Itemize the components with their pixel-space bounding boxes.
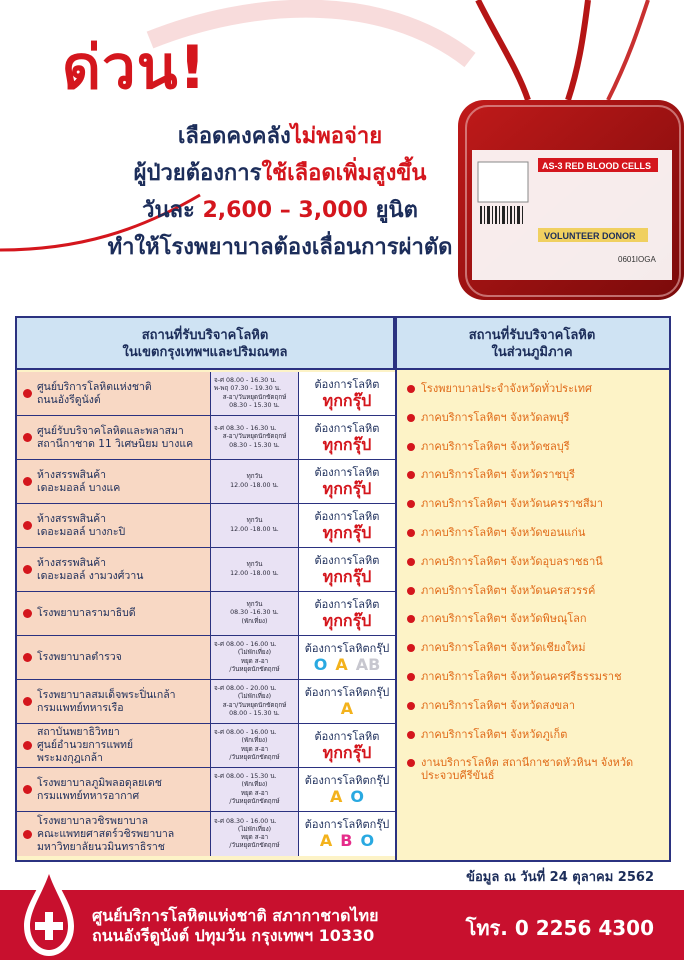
location-row bbox=[17, 504, 395, 548]
bullet-dot-icon bbox=[407, 702, 415, 710]
hours-line: (พักเที่ยง) bbox=[241, 617, 268, 625]
bullet-dot-icon bbox=[407, 443, 415, 451]
blood-need-cell bbox=[299, 812, 395, 856]
hours-line: หยุด ส-อา bbox=[240, 834, 269, 841]
location-name-line: ห้างสรรพสินค้า bbox=[37, 468, 107, 481]
left-column-header: สถานที่รับบริจาคโลหิต ในเขตกรุงเทพฯและปริมณฑล bbox=[17, 318, 395, 370]
hours-line: 12.00 -18.00 น. bbox=[230, 525, 279, 533]
hours-line: ทุกวัน bbox=[246, 473, 263, 481]
location-name-cell bbox=[17, 636, 211, 679]
hours-line: ส-อา/วันหยุดนักขัตฤกษ์ bbox=[222, 433, 287, 441]
all-groups-label: ทุกกรุ๊ป bbox=[322, 434, 372, 454]
regional-location-item bbox=[403, 612, 669, 625]
hours-line: จ-ศ 08.30 - 16.00 น. bbox=[214, 817, 277, 825]
need-label: ต้องการโลหิต bbox=[314, 729, 380, 743]
regional-location-item bbox=[403, 641, 669, 654]
bullet-dot-icon bbox=[407, 644, 415, 652]
bullet-dot-icon bbox=[23, 609, 32, 618]
opening-hours-cell bbox=[211, 548, 299, 591]
regional-location-item bbox=[403, 411, 669, 424]
regional-location-label: ภาคบริการโลหิตฯ จังหวัดลพบุรี bbox=[421, 410, 570, 424]
need-label: ต้องการโลหิตกรุ๊ป bbox=[304, 818, 390, 831]
blood-need-cell bbox=[299, 592, 395, 635]
hours-line: จ-ศ 08.00 - 15.30 น. bbox=[214, 773, 277, 781]
location-row bbox=[17, 416, 395, 460]
bullet-dot-icon bbox=[23, 741, 32, 750]
hours-line: 08.30 -16.30 น. bbox=[230, 609, 279, 617]
hours-line: จ-ศ 08.00 - 16.30 น. bbox=[214, 377, 277, 385]
blood-need-cell bbox=[299, 416, 395, 459]
bullet-dot-icon bbox=[407, 500, 415, 508]
location-row bbox=[17, 636, 395, 680]
location-name-line: ห้างสรรพสินค้า bbox=[37, 512, 107, 525]
need-label: ต้องการโลหิต bbox=[314, 377, 380, 391]
opening-hours-cell bbox=[211, 460, 299, 503]
organization-name: ศูนย์บริการโลหิตแห่งชาติ สภากาชาดไทย ถนนอังรีดูนังต์ ปทุมวัน กรุงเทพฯ 10330 bbox=[92, 906, 379, 945]
location-name-line: กรมแพทย์ทหารอากาศ bbox=[37, 789, 140, 802]
regional-location-label: โรงพยาบาลประจำจังหวัดทั่วประเทศ bbox=[421, 382, 592, 395]
hours-line: หยุด ส-อา bbox=[240, 745, 269, 753]
all-groups-label: ทุกกรุ๊ป bbox=[322, 390, 372, 410]
bullet-dot-icon bbox=[23, 433, 32, 442]
regional-location-label: ภาคบริการโลหิตฯ จังหวัดนครศรีธรรมราช bbox=[421, 669, 622, 683]
location-name-line: เดอะมอลล์ งามวงศ์วาน bbox=[37, 569, 144, 582]
need-label: ต้องการโลหิต bbox=[314, 553, 380, 567]
bullet-dot-icon bbox=[23, 521, 32, 530]
bullet-dot-icon bbox=[407, 673, 415, 681]
hours-line: จ-ศ 08.00 - 16.00 น. bbox=[214, 729, 277, 737]
bullet-dot-icon bbox=[23, 697, 32, 706]
location-name-cell bbox=[17, 768, 211, 811]
headline-line-3: วันละ 2,600 – 3,000 ยูนิต bbox=[142, 198, 418, 223]
location-row bbox=[17, 372, 395, 416]
all-groups-label: ทุกกรุ๊ป bbox=[322, 742, 372, 762]
hours-line: จ-ศ 08.00 - 16.00 น. bbox=[214, 641, 277, 649]
opening-hours-cell bbox=[211, 592, 299, 635]
blood-need-cell bbox=[299, 548, 395, 591]
opening-hours-cell bbox=[211, 372, 299, 415]
bullet-dot-icon bbox=[407, 529, 415, 537]
blood-groups bbox=[341, 699, 353, 718]
regional-location-item bbox=[403, 728, 669, 741]
location-name-cell bbox=[17, 460, 211, 503]
blood-need-cell bbox=[299, 724, 395, 767]
all-groups-label: ทุกกรุ๊ป bbox=[322, 478, 372, 498]
right-column-header: สถานที่รับบริจาคโลหิต ในส่วนภูมิภาค bbox=[395, 318, 669, 370]
bullet-dot-icon bbox=[23, 477, 32, 486]
headline-line-4: ทำให้โรงพยาบาลต้องเลื่อนการผ่าตัด bbox=[107, 235, 453, 260]
blood-groups bbox=[320, 831, 374, 850]
opening-hours-cell bbox=[211, 636, 299, 679]
location-row bbox=[17, 768, 395, 812]
opening-hours-cell bbox=[211, 680, 299, 723]
all-groups-label: ทุกกรุ๊ป bbox=[322, 522, 372, 542]
hours-line: (ไม่พักเที่ยง) bbox=[237, 649, 272, 657]
hours-line: จ-ศ 08.00 - 20.00 น. bbox=[214, 685, 277, 693]
svg-text:VOLUNTEER DONOR: VOLUNTEER DONOR bbox=[544, 231, 636, 241]
all-groups-label: ทุกกรุ๊ป bbox=[322, 566, 372, 586]
blood-group-b: B bbox=[340, 831, 353, 850]
blood-need-cell bbox=[299, 504, 395, 547]
headline-line-1: เลือดคงคลังไม่พอจ่าย bbox=[177, 124, 383, 149]
blood-need-cell bbox=[299, 460, 395, 503]
location-row bbox=[17, 460, 395, 504]
regional-location-label: ภาคบริการโลหิตฯ จังหวัดชลบุรี bbox=[421, 439, 570, 453]
regional-location-item bbox=[403, 382, 669, 395]
blood-group-a: A bbox=[319, 831, 333, 850]
regional-location-item bbox=[403, 440, 669, 453]
bullet-dot-icon bbox=[407, 414, 415, 422]
hours-line: 12.00 -18.00 น. bbox=[230, 569, 279, 577]
bullet-dot-icon bbox=[23, 830, 32, 839]
bullet-dot-icon bbox=[407, 558, 415, 566]
location-name-cell bbox=[17, 372, 211, 415]
blood-group-o: O bbox=[350, 786, 364, 806]
location-name-cell bbox=[17, 680, 211, 723]
regional-location-item bbox=[403, 584, 669, 597]
regional-location-item bbox=[403, 756, 669, 782]
location-name-line: ห้างสรรพสินค้า bbox=[37, 556, 107, 569]
hours-line: (ไม่พักเที่ยง) bbox=[237, 825, 272, 833]
blood-need-cell bbox=[299, 680, 395, 723]
hours-line: ทุกวัน bbox=[246, 517, 263, 525]
all-groups-label: ทุกกรุ๊ป bbox=[322, 610, 372, 630]
location-name-line: ศูนย์รับบริจาคโลหิตและพลาสมา bbox=[37, 424, 184, 437]
hours-line: (พักเที่ยง) bbox=[241, 737, 268, 745]
bullet-dot-icon bbox=[407, 731, 415, 739]
bullet-dot-icon bbox=[407, 759, 415, 767]
regional-location-item bbox=[403, 497, 669, 510]
location-name-cell bbox=[17, 548, 211, 591]
headline-line-2: ผู้ป่วยต้องการใช้เลือดเพิ่มสูงขึ้น bbox=[133, 161, 427, 186]
blood-drop-logo-icon bbox=[20, 860, 78, 960]
hours-line: พ-พฤ 07.30 - 19.30 น. bbox=[214, 385, 282, 393]
donation-table bbox=[15, 316, 671, 862]
hours-line: /วันหยุดนักขัตฤกษ์ bbox=[229, 842, 280, 850]
bullet-dot-icon bbox=[23, 653, 32, 662]
hours-line: 08.30 - 15.30 น. bbox=[229, 401, 280, 409]
blood-need-cell bbox=[299, 768, 395, 811]
blood-bag-image bbox=[438, 0, 684, 320]
blood-group-ab: AB bbox=[355, 654, 381, 674]
blood-group-o: O bbox=[360, 831, 375, 850]
regional-location-item bbox=[403, 555, 669, 568]
need-label: ต้องการโลหิตกรุ๊ป bbox=[304, 773, 390, 787]
location-name-line: ถนนอังรีดูนังต์ bbox=[37, 393, 101, 406]
bullet-dot-icon bbox=[23, 389, 32, 398]
hours-line: (ไม่พักเที่ยง) bbox=[237, 693, 272, 701]
regional-location-label: ภาคบริการโลหิตฯ จังหวัดสงขลา bbox=[421, 698, 576, 712]
column-divider bbox=[395, 318, 397, 860]
location-name-line: คณะแพทยศาสตร์วชิรพยาบาล bbox=[37, 827, 175, 840]
regional-location-label: ภาคบริการโลหิตฯ จังหวัดพิษณุโลก bbox=[421, 612, 587, 626]
location-name-line: เดอะมอลล์ บางแค bbox=[37, 481, 121, 494]
hours-line: หยุด ส-อา bbox=[240, 657, 269, 665]
bullet-dot-icon bbox=[407, 471, 415, 479]
hours-line: /วันหยุดนักขัตฤกษ์ bbox=[229, 797, 280, 805]
bangkok-locations bbox=[17, 372, 395, 856]
regional-location-label: ภาคบริการโลหิตฯ จังหวัดนครสวรรค์ bbox=[421, 583, 596, 597]
opening-hours-cell bbox=[211, 768, 299, 811]
footer-bar bbox=[0, 890, 684, 960]
regional-location-item bbox=[403, 526, 669, 539]
hours-line: ทุกวัน bbox=[246, 601, 263, 609]
bullet-dot-icon bbox=[407, 385, 415, 393]
bullet-dot-icon bbox=[23, 785, 32, 794]
urgent-title: ด่วน! bbox=[62, 33, 208, 103]
location-name-cell bbox=[17, 504, 211, 547]
regional-location-item bbox=[403, 699, 669, 712]
hours-line: 12.00 -18.00 น. bbox=[230, 481, 279, 489]
hours-line: จ-ศ 08.30 - 16.30 น. bbox=[214, 425, 277, 433]
location-name-line: กรมแพทย์ทหารเรือ bbox=[37, 701, 124, 714]
hours-line: /วันหยุดนักขัตฤกษ์ bbox=[229, 665, 280, 673]
need-label: ต้องการโลหิต bbox=[314, 509, 380, 523]
regional-location-label: ภาคบริการโลหิตฯ จังหวัดนครราชสีมา bbox=[421, 497, 604, 511]
location-row bbox=[17, 724, 395, 768]
bullet-dot-icon bbox=[23, 565, 32, 574]
need-label: ต้องการโลหิตกรุ๊ป bbox=[304, 685, 390, 699]
blood-group-a: A bbox=[340, 698, 354, 718]
regional-location-item bbox=[403, 468, 669, 481]
opening-hours-cell bbox=[211, 812, 299, 856]
hours-line: /วันหยุดนักขัตฤกษ์ bbox=[229, 753, 280, 761]
hours-line: 08.00 - 15.30 น. bbox=[229, 709, 280, 717]
location-name-line: มหาวิทยาลัยนวมินทราธิราช bbox=[37, 840, 165, 853]
data-as-of-date: ข้อมูล ณ วันที่ 24 ตุลาคม 2562 bbox=[466, 870, 654, 885]
regional-location-label: งานบริการโลหิต สถานีกาชาดหัวหินฯ จังหวัดประจวบคีรีขันธ์ bbox=[421, 756, 634, 783]
location-name-cell bbox=[17, 812, 211, 856]
hours-line: ส-อา/วันหยุดนักขัตฤกษ์ bbox=[222, 701, 287, 709]
hours-line: หยุด ส-อา bbox=[240, 789, 269, 797]
location-name-line: โรงพยาบาลสมเด็จพระปิ่นเกล้า bbox=[37, 688, 176, 701]
hours-line: ทุกวัน bbox=[246, 561, 263, 569]
location-name-line: พระมงกุฎเกล้า bbox=[37, 752, 103, 764]
location-row bbox=[17, 548, 395, 592]
need-label: ต้องการโลหิต bbox=[314, 597, 380, 611]
headline-block bbox=[80, 118, 480, 266]
location-name-line: โรงพยาบาลรามาธิบดี bbox=[37, 607, 136, 619]
location-name-cell bbox=[17, 416, 211, 459]
phone-number: โทร. 0 2256 4300 bbox=[465, 916, 654, 940]
bullet-dot-icon bbox=[407, 615, 415, 623]
opening-hours-cell bbox=[211, 504, 299, 547]
location-name-cell bbox=[17, 724, 211, 767]
blood-group-a: A bbox=[335, 654, 348, 674]
regional-locations bbox=[403, 382, 669, 798]
location-name-line: ศูนย์อำนวยการแพทย์ bbox=[37, 739, 134, 751]
regional-location-label: ภาคบริการโลหิตฯ จังหวัดราชบุรี bbox=[421, 468, 575, 482]
opening-hours-cell bbox=[211, 724, 299, 767]
need-label: ต้องการโลหิตกรุ๊ป bbox=[304, 641, 390, 655]
location-name-cell bbox=[17, 592, 211, 635]
blood-group-a: A bbox=[330, 786, 343, 806]
blood-groups bbox=[330, 787, 364, 806]
blood-groups bbox=[314, 655, 381, 674]
blood-need-cell bbox=[299, 372, 395, 415]
location-name-line: เดอะมอลล์ บางกะปิ bbox=[37, 525, 126, 538]
blood-group-o: O bbox=[313, 654, 328, 674]
hours-line: ส-อา/วันหยุดนักขัตฤกษ์ bbox=[222, 393, 287, 401]
location-name-line: โรงพยาบาลตำรวจ bbox=[37, 651, 122, 663]
blood-need-cell bbox=[299, 636, 395, 679]
regional-location-label: ภาคบริการโลหิตฯ จังหวัดภูเก็ต bbox=[421, 727, 568, 741]
location-row bbox=[17, 812, 395, 856]
location-name-line: สถานีกาชาด 11 วิเศษนิยม บางแค bbox=[37, 437, 194, 450]
location-name-line: ศูนย์บริการโลหิตแห่งชาติ bbox=[37, 380, 152, 393]
bullet-dot-icon bbox=[407, 587, 415, 595]
location-name-line: โรงพยาบาลภูมิพลอดุลยเดช bbox=[37, 776, 162, 789]
location-row bbox=[17, 680, 395, 724]
regional-location-label: ภาคบริการโลหิตฯ จังหวัดอุบลราชธานี bbox=[421, 554, 603, 568]
need-label: ต้องการโลหิต bbox=[314, 421, 380, 435]
svg-text:AS-3 RED BLOOD CELLS: AS-3 RED BLOOD CELLS bbox=[542, 161, 652, 171]
svg-text:0601IOGA: 0601IOGA bbox=[618, 255, 656, 264]
need-label: ต้องการโลหิต bbox=[314, 465, 380, 479]
opening-hours-cell bbox=[211, 416, 299, 459]
regional-location-label: ภาคบริการโลหิตฯ จังหวัดเชียงใหม่ bbox=[421, 641, 586, 655]
hours-line: (พักเที่ยง) bbox=[241, 781, 268, 789]
location-row bbox=[17, 592, 395, 636]
regional-location-item bbox=[403, 670, 669, 683]
regional-location-label: ภาคบริการโลหิตฯ จังหวัดขอนแก่น bbox=[421, 525, 586, 539]
hours-line: 08.30 - 15.30 น. bbox=[229, 441, 280, 449]
location-name-line: โรงพยาบาลวชิรพยาบาล bbox=[37, 814, 148, 827]
location-name-line: สถาบันพยาธิวิทยา bbox=[37, 726, 120, 738]
